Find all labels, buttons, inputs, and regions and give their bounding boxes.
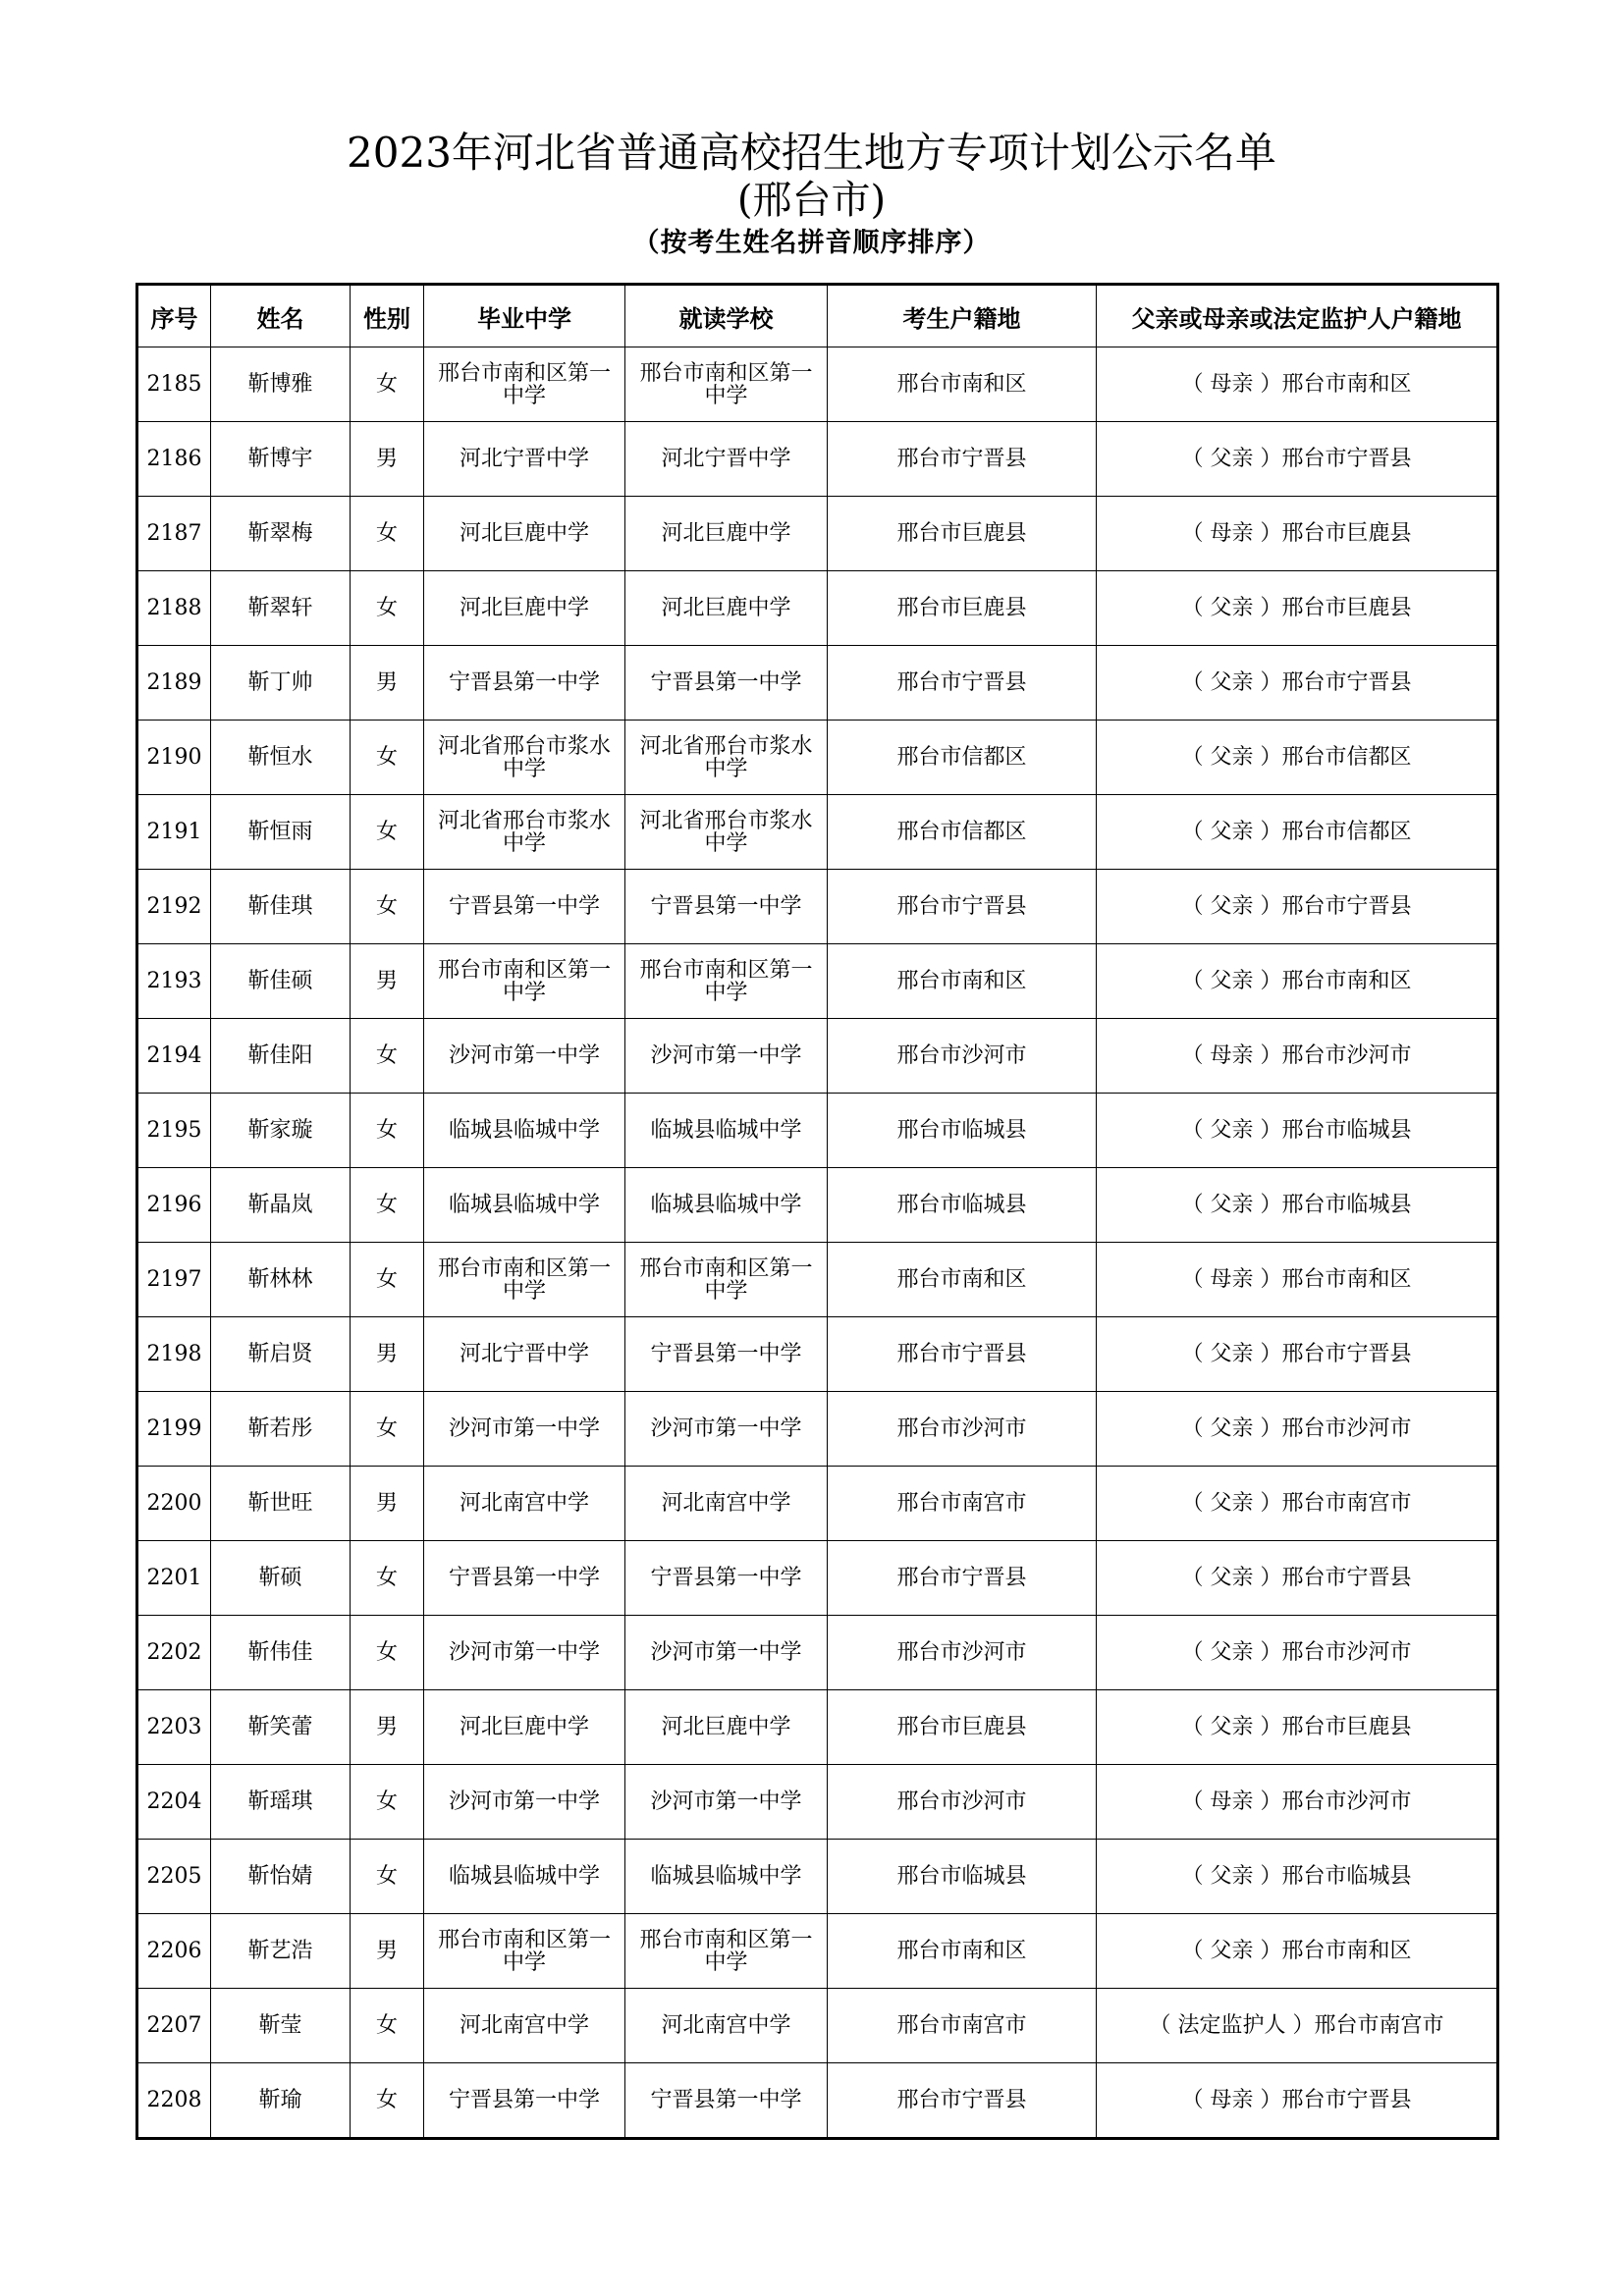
cell-graduated-school: 宁晋县第一中学 xyxy=(424,1541,625,1616)
cell-guardian-residence: （ 父亲 ）邢台市沙河市 xyxy=(1097,1616,1498,1690)
cell-gender: 男 xyxy=(351,1317,424,1392)
cell-name: 靳家璇 xyxy=(211,1094,351,1168)
cell-student-residence: 邢台市沙河市 xyxy=(828,1765,1097,1840)
cell-gender: 男 xyxy=(351,422,424,497)
table-row xyxy=(137,1467,1498,1541)
cell-guardian-residence: （ 父亲 ）邢台市南宫市 xyxy=(1097,1467,1498,1541)
cell-gender: 女 xyxy=(351,1765,424,1840)
cell-gender: 女 xyxy=(351,1094,424,1168)
cell-graduated-school: 河北宁晋中学 xyxy=(424,1317,625,1392)
cell-student-residence: 邢台市南和区 xyxy=(828,347,1097,422)
cell-guardian-residence: （ 母亲 ）邢台市巨鹿县 xyxy=(1097,497,1498,571)
table-row xyxy=(137,1690,1498,1765)
cell-guardian-residence: （ 父亲 ）邢台市宁晋县 xyxy=(1097,1541,1498,1616)
cell-name: 靳恒雨 xyxy=(211,795,351,870)
cell-name: 靳翠梅 xyxy=(211,497,351,571)
cell-serial: 2195 xyxy=(137,1094,211,1168)
cell-current-school: 宁晋县第一中学 xyxy=(625,2063,828,2139)
table-row xyxy=(137,646,1498,721)
cell-guardian-residence: （ 父亲 ）邢台市临城县 xyxy=(1097,1840,1498,1914)
cell-student-residence: 邢台市巨鹿县 xyxy=(828,497,1097,571)
cell-serial: 2190 xyxy=(137,721,211,795)
cell-serial: 2204 xyxy=(137,1765,211,1840)
cell-gender: 女 xyxy=(351,721,424,795)
cell-gender: 男 xyxy=(351,646,424,721)
cell-name: 靳晶岚 xyxy=(211,1168,351,1243)
cell-guardian-residence: （ 母亲 ）邢台市宁晋县 xyxy=(1097,2063,1498,2139)
cell-graduated-school: 邢台市南和区第一中学 xyxy=(424,1243,625,1317)
cell-name: 靳丁帅 xyxy=(211,646,351,721)
cell-name: 靳启贤 xyxy=(211,1317,351,1392)
table-row xyxy=(137,870,1498,944)
cell-guardian-residence: （ 父亲 ）邢台市宁晋县 xyxy=(1097,646,1498,721)
cell-serial: 2207 xyxy=(137,1989,211,2063)
cell-student-residence: 邢台市信都区 xyxy=(828,721,1097,795)
table-row xyxy=(137,1914,1498,1989)
cell-student-residence: 邢台市宁晋县 xyxy=(828,646,1097,721)
cell-name: 靳若彤 xyxy=(211,1392,351,1467)
cell-current-school: 临城县临城中学 xyxy=(625,1168,828,1243)
cell-current-school: 河北省邢台市浆水中学 xyxy=(625,795,828,870)
cell-serial: 2200 xyxy=(137,1467,211,1541)
cell-graduated-school: 宁晋县第一中学 xyxy=(424,646,625,721)
cell-student-residence: 邢台市沙河市 xyxy=(828,1616,1097,1690)
cell-student-residence: 邢台市宁晋县 xyxy=(828,1317,1097,1392)
cell-name: 靳翠轩 xyxy=(211,571,351,646)
cell-name: 靳瑶琪 xyxy=(211,1765,351,1840)
cell-name: 靳佳琪 xyxy=(211,870,351,944)
cell-serial: 2202 xyxy=(137,1616,211,1690)
table-row xyxy=(137,571,1498,646)
cell-current-school: 邢台市南和区第一中学 xyxy=(625,944,828,1019)
cell-current-school: 邢台市南和区第一中学 xyxy=(625,347,828,422)
cell-graduated-school: 宁晋县第一中学 xyxy=(424,2063,625,2139)
cell-gender: 男 xyxy=(351,1914,424,1989)
document-title: 2023年河北省普通高校招生地方专项计划公示名单 xyxy=(347,129,1276,177)
cell-name: 靳恒水 xyxy=(211,721,351,795)
cell-gender: 女 xyxy=(351,795,424,870)
cell-current-school: 邢台市南和区第一中学 xyxy=(625,1243,828,1317)
cell-gender: 女 xyxy=(351,347,424,422)
cell-serial: 2196 xyxy=(137,1168,211,1243)
cell-name: 靳怡婧 xyxy=(211,1840,351,1914)
cell-guardian-residence: （ 父亲 ）邢台市巨鹿县 xyxy=(1097,571,1498,646)
cell-student-residence: 邢台市宁晋县 xyxy=(828,870,1097,944)
table-row xyxy=(137,1616,1498,1690)
cell-current-school: 沙河市第一中学 xyxy=(625,1616,828,1690)
table-row xyxy=(137,2063,1498,2139)
cell-gender: 男 xyxy=(351,1690,424,1765)
cell-serial: 2185 xyxy=(137,347,211,422)
cell-name: 靳林林 xyxy=(211,1243,351,1317)
cell-student-residence: 邢台市沙河市 xyxy=(828,1019,1097,1094)
table-row xyxy=(137,1094,1498,1168)
cell-current-school: 河北巨鹿中学 xyxy=(625,1690,828,1765)
table-row xyxy=(137,422,1498,497)
header-serial: 序号 xyxy=(137,285,211,347)
table-row xyxy=(137,795,1498,870)
cell-gender: 女 xyxy=(351,1392,424,1467)
cell-graduated-school: 河北巨鹿中学 xyxy=(424,497,625,571)
cell-serial: 2208 xyxy=(137,2063,211,2139)
cell-name: 靳世旺 xyxy=(211,1467,351,1541)
cell-current-school: 临城县临城中学 xyxy=(625,1094,828,1168)
cell-graduated-school: 沙河市第一中学 xyxy=(424,1019,625,1094)
cell-student-residence: 邢台市宁晋县 xyxy=(828,2063,1097,2139)
cell-serial: 2197 xyxy=(137,1243,211,1317)
cell-student-residence: 邢台市南宫市 xyxy=(828,1467,1097,1541)
cell-guardian-residence: （ 母亲 ）邢台市南和区 xyxy=(1097,347,1498,422)
cell-name: 靳博宇 xyxy=(211,422,351,497)
cell-gender: 女 xyxy=(351,1616,424,1690)
cell-guardian-residence: （ 父亲 ）邢台市南和区 xyxy=(1097,944,1498,1019)
cell-student-residence: 邢台市宁晋县 xyxy=(828,422,1097,497)
cell-serial: 2189 xyxy=(137,646,211,721)
cell-current-school: 宁晋县第一中学 xyxy=(625,870,828,944)
cell-guardian-residence: （ 父亲 ）邢台市宁晋县 xyxy=(1097,422,1498,497)
cell-name: 靳博雅 xyxy=(211,347,351,422)
roster-table xyxy=(135,283,1499,2140)
cell-student-residence: 邢台市宁晋县 xyxy=(828,1541,1097,1616)
header-name: 姓名 xyxy=(211,285,351,347)
cell-name: 靳佳硕 xyxy=(211,944,351,1019)
cell-graduated-school: 临城县临城中学 xyxy=(424,1168,625,1243)
cell-guardian-residence: （ 法定监护人 ）邢台市南宫市 xyxy=(1097,1989,1498,2063)
cell-serial: 2206 xyxy=(137,1914,211,1989)
cell-graduated-school: 邢台市南和区第一中学 xyxy=(424,1914,625,1989)
cell-gender: 女 xyxy=(351,1019,424,1094)
cell-student-residence: 邢台市巨鹿县 xyxy=(828,1690,1097,1765)
cell-serial: 2186 xyxy=(137,422,211,497)
cell-guardian-residence: （ 父亲 ）邢台市宁晋县 xyxy=(1097,870,1498,944)
cell-current-school: 邢台市南和区第一中学 xyxy=(625,1914,828,1989)
cell-serial: 2194 xyxy=(137,1019,211,1094)
cell-student-residence: 邢台市信都区 xyxy=(828,795,1097,870)
sort-note: （按考生姓名拼音顺序排序） xyxy=(632,228,991,258)
cell-graduated-school: 河北巨鹿中学 xyxy=(424,1690,625,1765)
cell-current-school: 河北巨鹿中学 xyxy=(625,571,828,646)
header-student-residence: 考生户籍地 xyxy=(828,285,1097,347)
cell-graduated-school: 河北省邢台市浆水中学 xyxy=(424,795,625,870)
table-row xyxy=(137,1765,1498,1840)
cell-gender: 男 xyxy=(351,1467,424,1541)
cell-current-school: 河北宁晋中学 xyxy=(625,422,828,497)
header-current-school: 就读学校 xyxy=(625,285,828,347)
cell-gender: 女 xyxy=(351,571,424,646)
cell-serial: 2187 xyxy=(137,497,211,571)
cell-student-residence: 邢台市临城县 xyxy=(828,1840,1097,1914)
cell-name: 靳笑蕾 xyxy=(211,1690,351,1765)
cell-student-residence: 邢台市南和区 xyxy=(828,944,1097,1019)
cell-current-school: 宁晋县第一中学 xyxy=(625,1541,828,1616)
cell-serial: 2205 xyxy=(137,1840,211,1914)
cell-graduated-school: 河北南宫中学 xyxy=(424,1467,625,1541)
cell-graduated-school: 邢台市南和区第一中学 xyxy=(424,944,625,1019)
cell-current-school: 沙河市第一中学 xyxy=(625,1765,828,1840)
table-row xyxy=(137,1392,1498,1467)
cell-graduated-school: 临城县临城中学 xyxy=(424,1094,625,1168)
table-row xyxy=(137,497,1498,571)
cell-graduated-school: 临城县临城中学 xyxy=(424,1840,625,1914)
cell-student-residence: 邢台市南宫市 xyxy=(828,1989,1097,2063)
cell-serial: 2203 xyxy=(137,1690,211,1765)
cell-current-school: 宁晋县第一中学 xyxy=(625,646,828,721)
table-row xyxy=(137,1317,1498,1392)
cell-guardian-residence: （ 父亲 ）邢台市巨鹿县 xyxy=(1097,1690,1498,1765)
cell-serial: 2191 xyxy=(137,795,211,870)
cell-guardian-residence: （ 父亲 ）邢台市临城县 xyxy=(1097,1168,1498,1243)
cell-current-school: 河北南宫中学 xyxy=(625,1989,828,2063)
table-body xyxy=(137,347,1498,2139)
cell-guardian-residence: （ 父亲 ）邢台市沙河市 xyxy=(1097,1392,1498,1467)
cell-gender: 女 xyxy=(351,2063,424,2139)
cell-serial: 2201 xyxy=(137,1541,211,1616)
cell-gender: 女 xyxy=(351,1243,424,1317)
cell-gender: 女 xyxy=(351,1840,424,1914)
cell-student-residence: 邢台市巨鹿县 xyxy=(828,571,1097,646)
cell-gender: 女 xyxy=(351,497,424,571)
cell-graduated-school: 宁晋县第一中学 xyxy=(424,870,625,944)
cell-student-residence: 邢台市南和区 xyxy=(828,1914,1097,1989)
table-row xyxy=(137,721,1498,795)
header-guardian-residence: 父亲或母亲或法定监护人户籍地 xyxy=(1097,285,1498,347)
cell-name: 靳硕 xyxy=(211,1541,351,1616)
cell-guardian-residence: （ 母亲 ）邢台市沙河市 xyxy=(1097,1019,1498,1094)
cell-serial: 2198 xyxy=(137,1317,211,1392)
cell-current-school: 临城县临城中学 xyxy=(625,1840,828,1914)
cell-student-residence: 邢台市临城县 xyxy=(828,1094,1097,1168)
table-row xyxy=(137,1243,1498,1317)
cell-graduated-school: 沙河市第一中学 xyxy=(424,1765,625,1840)
cell-current-school: 沙河市第一中学 xyxy=(625,1019,828,1094)
cell-graduated-school: 河北宁晋中学 xyxy=(424,422,625,497)
cell-graduated-school: 沙河市第一中学 xyxy=(424,1392,625,1467)
document-subtitle: (邢台市) xyxy=(736,178,887,223)
cell-current-school: 沙河市第一中学 xyxy=(625,1392,828,1467)
cell-graduated-school: 邢台市南和区第一中学 xyxy=(424,347,625,422)
table-row xyxy=(137,1840,1498,1914)
cell-guardian-residence: （ 父亲 ）邢台市南和区 xyxy=(1097,1914,1498,1989)
cell-name: 靳艺浩 xyxy=(211,1914,351,1989)
header-gender: 性别 xyxy=(351,285,424,347)
cell-current-school: 宁晋县第一中学 xyxy=(625,1317,828,1392)
cell-serial: 2199 xyxy=(137,1392,211,1467)
table-row xyxy=(137,1019,1498,1094)
cell-graduated-school: 河北省邢台市浆水中学 xyxy=(424,721,625,795)
cell-serial: 2188 xyxy=(137,571,211,646)
table-row xyxy=(137,944,1498,1019)
cell-serial: 2193 xyxy=(137,944,211,1019)
cell-gender: 女 xyxy=(351,870,424,944)
table-row xyxy=(137,1989,1498,2063)
cell-current-school: 河北巨鹿中学 xyxy=(625,497,828,571)
cell-name: 靳伟佳 xyxy=(211,1616,351,1690)
table-row xyxy=(137,347,1498,422)
cell-graduated-school: 沙河市第一中学 xyxy=(424,1616,625,1690)
cell-student-residence: 邢台市沙河市 xyxy=(828,1392,1097,1467)
cell-guardian-residence: （ 母亲 ）邢台市南和区 xyxy=(1097,1243,1498,1317)
cell-student-residence: 邢台市南和区 xyxy=(828,1243,1097,1317)
cell-guardian-residence: （ 父亲 ）邢台市临城县 xyxy=(1097,1094,1498,1168)
cell-student-residence: 邢台市临城县 xyxy=(828,1168,1097,1243)
cell-guardian-residence: （ 父亲 ）邢台市信都区 xyxy=(1097,721,1498,795)
table-row xyxy=(137,1168,1498,1243)
cell-graduated-school: 河北南宫中学 xyxy=(424,1989,625,2063)
cell-graduated-school: 河北巨鹿中学 xyxy=(424,571,625,646)
table-row xyxy=(137,1541,1498,1616)
cell-guardian-residence: （ 父亲 ）邢台市信都区 xyxy=(1097,795,1498,870)
cell-name: 靳佳阳 xyxy=(211,1019,351,1094)
cell-current-school: 河北省邢台市浆水中学 xyxy=(625,721,828,795)
cell-gender: 女 xyxy=(351,1541,424,1616)
cell-gender: 女 xyxy=(351,1168,424,1243)
cell-guardian-residence: （ 母亲 ）邢台市沙河市 xyxy=(1097,1765,1498,1840)
cell-guardian-residence: （ 父亲 ）邢台市宁晋县 xyxy=(1097,1317,1498,1392)
cell-serial: 2192 xyxy=(137,870,211,944)
cell-current-school: 河北南宫中学 xyxy=(625,1467,828,1541)
header-graduated-school: 毕业中学 xyxy=(424,285,625,347)
cell-gender: 女 xyxy=(351,1989,424,2063)
table-header-row xyxy=(137,285,1498,347)
cell-name: 靳莹 xyxy=(211,1989,351,2063)
cell-name: 靳瑜 xyxy=(211,2063,351,2139)
cell-gender: 男 xyxy=(351,944,424,1019)
